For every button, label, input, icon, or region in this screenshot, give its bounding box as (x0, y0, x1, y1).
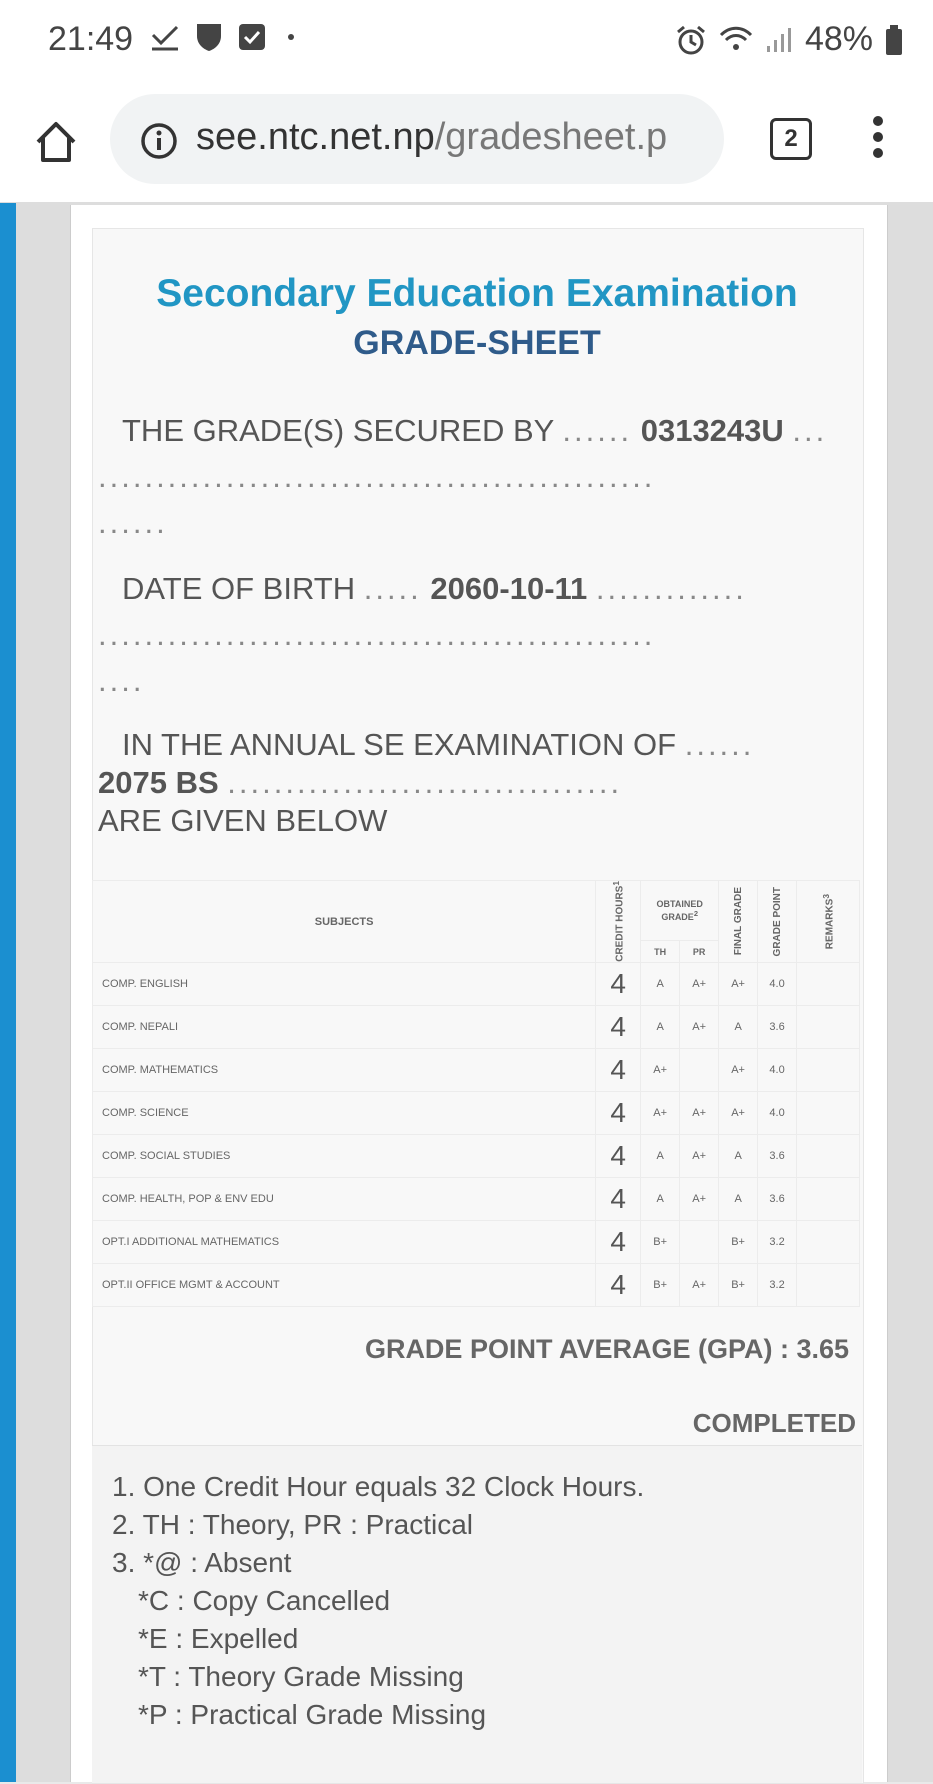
home-icon[interactable] (32, 118, 80, 166)
given-below: ARE GIVEN BELOW (98, 803, 388, 838)
notes (112, 1468, 644, 1734)
note-3: 3. *@ : Absent (112, 1547, 292, 1578)
dob-value: 2060-10-11 (430, 571, 588, 606)
info-icon[interactable] (140, 122, 178, 160)
header-subjects: SUBJECTS (93, 881, 596, 963)
symbol-number: 0313243U (640, 413, 784, 448)
battery-icon (885, 25, 903, 55)
header-remarks: REMARKS$^3$ (820, 893, 836, 950)
address-bar[interactable] (110, 94, 724, 184)
alarm-icon (675, 24, 707, 56)
table-row: COMP. MATHEMATICS 4 A+ A+ 4.0 (93, 1049, 860, 1092)
url-host: see.ntc.net.np (196, 116, 435, 158)
exam-year: 2075 BS (98, 765, 219, 800)
note-2: 2. TH : Theory, PR : Practical (112, 1509, 474, 1540)
signal-icon (765, 26, 793, 54)
gpa-text: GRADE POINT AVERAGE (GPA) : 3.65 (364, 1334, 849, 1364)
header-obtained-grade: OBTAINED GRADE$^2$ (641, 881, 719, 941)
dot-icon (282, 23, 300, 51)
header-grade-point: GRADE POINT (771, 886, 783, 957)
secured-by-label: THE GRADE(S) SECURED BY (122, 413, 554, 448)
browser-toolbar (0, 78, 933, 203)
url-text[interactable] (196, 116, 716, 159)
header-final-grade: FINAL GRADE (732, 887, 744, 956)
system-icons (675, 20, 903, 59)
shield-icon (196, 22, 222, 52)
note-3-theory-missing: *T : Theory Grade Missing (138, 1661, 464, 1692)
download-done-icon (150, 23, 180, 51)
note-3-expelled: *E : Expelled (138, 1623, 299, 1654)
header-th: TH (641, 941, 680, 963)
tab-switcher-button[interactable]: 2 (770, 118, 812, 160)
status-bar (0, 0, 933, 78)
note-3-practical-missing: *P : Practical Grade Missing (138, 1699, 487, 1730)
checkbox-icon (238, 23, 266, 51)
wifi-icon (719, 26, 753, 54)
table-row: COMP. NEPALI 4 A A+ A 3.6 (93, 1006, 860, 1049)
note-3-copy-cancelled: *C : Copy Cancelled (138, 1585, 391, 1616)
url-path: /gradesheet.p (434, 116, 668, 158)
table-row: COMP. HEALTH, POP & ENV EDU 4 A A+ A 3.6 (93, 1178, 860, 1221)
table-row: COMP. SCIENCE 4 A+ A+ A+ 4.0 (93, 1092, 860, 1135)
grades-table (92, 880, 860, 1307)
dob-label: DATE OF BIRTH (122, 571, 356, 606)
table-row: OPT.I ADDITIONAL MATHEMATICS 4 B+ B+ 3.2 (93, 1221, 860, 1264)
table-header-row (93, 881, 860, 941)
header-credit-hours: CREDIT HOURS$^1$ (611, 881, 626, 962)
exam-title: Secondary Education Examination (156, 272, 798, 315)
status-time: 21:49 (48, 20, 134, 58)
table-row: OPT.II OFFICE MGMT & ACCOUNT 4 B+ A+ B+ 3.2 (93, 1264, 860, 1307)
header-pr: PR (680, 941, 719, 963)
battery-percent: 48% (804, 20, 873, 58)
table-row: COMP. ENGLISH 4 A A+ A+ 4.0 (93, 963, 860, 1006)
secured-by-line: THE GRADE(S) SECURED BY ...... 0313243U ... (98, 412, 858, 450)
note-1: 1. One Credit Hour equals 32 Clock Hours. (112, 1471, 645, 1502)
dob-line: DATE OF BIRTH ..... 2060-10-11 ............. (98, 570, 858, 608)
table-row: COMP. SOCIAL STUDIES 4 A A+ A 3.6 (93, 1135, 860, 1178)
gradesheet-title: GRADE-SHEET (353, 324, 601, 362)
notification-icons (150, 22, 300, 52)
result-status: COMPLETED (692, 1408, 856, 1438)
page-accent-bar (0, 203, 16, 1782)
exam-label: IN THE ANNUAL SE EXAMINATION OF (122, 727, 677, 762)
more-menu-icon[interactable] (868, 116, 888, 166)
exam-line: IN THE ANNUAL SE EXAMINATION OF ...... (98, 726, 858, 764)
